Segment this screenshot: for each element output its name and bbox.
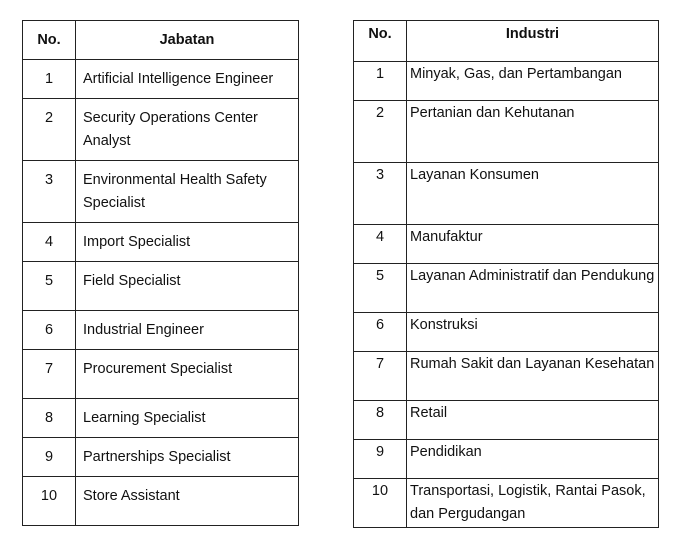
table-row [23, 60, 299, 99]
jabatan-cell: Partnerships Specialist [76, 438, 299, 477]
table-row [354, 440, 659, 479]
row-number: 8 [354, 401, 407, 440]
industri-cell: Pendidikan [407, 440, 659, 479]
industri-table [353, 20, 659, 528]
row-number: 7 [23, 350, 76, 399]
industri-cell: Layanan Konsumen [407, 163, 659, 225]
table-header-row [23, 21, 299, 60]
industri-cell: Retail [407, 401, 659, 440]
table-row [354, 225, 659, 264]
jabatan-cell: Security Operations Center Analyst [76, 99, 299, 161]
jabatan-cell: Store Assistant [76, 477, 299, 526]
industri-cell: Manufaktur [407, 225, 659, 264]
row-number: 2 [354, 101, 407, 163]
table-row [354, 163, 659, 225]
table-row [23, 438, 299, 477]
jabatan-cell: Artificial Intelligence Engineer [76, 60, 299, 99]
table-row [354, 264, 659, 313]
table-row [354, 101, 659, 163]
table-row [354, 313, 659, 352]
row-number: 8 [23, 399, 76, 438]
industri-cell: Rumah Sakit dan Layanan Kesehatan [407, 352, 659, 401]
column-header-industri: Industri [407, 21, 659, 62]
industri-cell: Transportasi, Logistik, Rantai Pasok, dan Pergudangan [407, 479, 659, 528]
column-header-no: No. [354, 21, 407, 62]
row-number: 3 [354, 163, 407, 225]
row-number: 1 [354, 62, 407, 101]
jabatan-cell: Procurement Specialist [76, 350, 299, 399]
row-number: 7 [354, 352, 407, 401]
table-row [23, 399, 299, 438]
row-number: 9 [354, 440, 407, 479]
row-number: 9 [23, 438, 76, 477]
row-number: 4 [354, 225, 407, 264]
jabatan-table [22, 20, 299, 526]
industri-cell: Pertanian dan Kehutanan [407, 101, 659, 163]
table-header-row [354, 21, 659, 62]
industri-cell: Minyak, Gas, dan Pertambangan [407, 62, 659, 101]
table-row [23, 477, 299, 526]
row-number: 5 [23, 262, 76, 311]
column-header-jabatan: Jabatan [76, 21, 299, 60]
table-row [23, 99, 299, 161]
row-number: 1 [23, 60, 76, 99]
jabatan-cell: Import Specialist [76, 223, 299, 262]
table-row [23, 311, 299, 350]
jabatan-cell: Environmental Health Safety Specialist [76, 161, 299, 223]
row-number: 4 [23, 223, 76, 262]
row-number: 2 [23, 99, 76, 161]
industri-cell: Konstruksi [407, 313, 659, 352]
column-header-no: No. [23, 21, 76, 60]
jabatan-cell: Industrial Engineer [76, 311, 299, 350]
row-number: 6 [354, 313, 407, 352]
table-row [354, 352, 659, 401]
row-number: 10 [23, 477, 76, 526]
table-row [354, 479, 659, 528]
jabatan-cell: Field Specialist [76, 262, 299, 311]
row-number: 6 [23, 311, 76, 350]
row-number: 5 [354, 264, 407, 313]
jabatan-cell: Learning Specialist [76, 399, 299, 438]
table-row [23, 262, 299, 311]
table-row [354, 401, 659, 440]
industri-cell: Layanan Administratif dan Pendukung [407, 264, 659, 313]
table-row [23, 161, 299, 223]
table-row [23, 350, 299, 399]
table-row [354, 62, 659, 101]
row-number: 3 [23, 161, 76, 223]
table-row [23, 223, 299, 262]
row-number: 10 [354, 479, 407, 528]
